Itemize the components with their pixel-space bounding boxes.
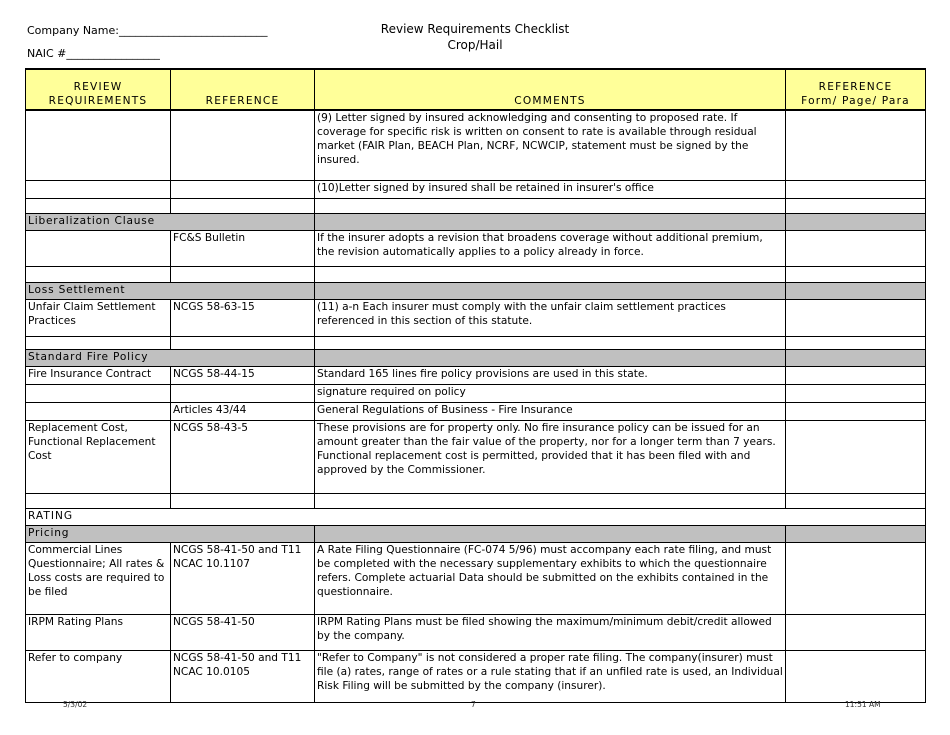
- reference-cell: FC&S Bulletin: [171, 230, 315, 266]
- comments-cell: (9) Letter signed by insured acknowledging and consenting to proposed rate. If coverage for specific risk is written on consent to rate is available through residual market (FAIR Plan, BEACH Plan, NCRF, NCWCIP, statement must be signed by the insured.: [315, 110, 786, 180]
- section-comments-cell: [315, 282, 786, 299]
- col-form-reference-header: [786, 69, 926, 110]
- naic-field: [27, 47, 160, 60]
- reference-cell: [171, 266, 315, 282]
- reference-cell: NCGS 58-63-15: [171, 299, 315, 336]
- review-requirement-cell: [26, 266, 171, 282]
- table-row: [26, 384, 926, 402]
- form-reference-cell: [786, 266, 926, 282]
- comments-cell: These provisions are for property only. No fire insurance policy can be issued for an amount greater than the fair value of the property, nor for a longer term than 7 years. Functional replacement cost is permitted, provided that it has been filed with and approved by the Commissioner.: [315, 420, 786, 493]
- reference-cell: NCGS 58-41-50 and T11 NCAC 10.1107: [171, 542, 315, 614]
- table-row: [26, 336, 926, 349]
- section-row: [26, 525, 926, 542]
- checklist-table: [25, 68, 926, 703]
- review-requirement-cell: Replacement Cost, Functional Replacement Cost: [26, 420, 171, 493]
- section-title: RATING: [26, 508, 926, 525]
- form-reference-cell: [786, 198, 926, 213]
- form-reference-cell: [786, 493, 926, 508]
- review-requirement-cell: [26, 384, 171, 402]
- reference-cell: NCGS 58-44-15: [171, 366, 315, 384]
- reference-cell: [171, 336, 315, 349]
- section-form-cell: [786, 349, 926, 366]
- review-requirement-cell: Fire Insurance Contract: [26, 366, 171, 384]
- review-requirement-cell: [26, 493, 171, 508]
- section-form-cell: [786, 525, 926, 542]
- review-requirement-cell: [26, 336, 171, 349]
- table-row: [26, 420, 926, 493]
- page-title: Review Requirements Checklist: [380, 22, 570, 36]
- reference-cell: [171, 384, 315, 402]
- col-review-header: REVIEW REQUIREMENTS: [26, 69, 171, 110]
- form-reference-cell: [786, 650, 926, 702]
- table-row: [26, 230, 926, 266]
- form-reference-cell: [786, 336, 926, 349]
- section-form-cell: [786, 282, 926, 299]
- company-name-line: ___________________________: [119, 24, 268, 37]
- review-requirement-cell: [26, 402, 171, 420]
- comments-cell: [315, 493, 786, 508]
- col-form-reference-line1: REFERENCE: [818, 81, 893, 93]
- section-form-cell: [786, 213, 926, 230]
- naic-label: NAIC #: [27, 47, 67, 60]
- review-requirement-cell: IRPM Rating Plans: [26, 614, 171, 650]
- table-row: [26, 299, 926, 336]
- comments-cell: If the insurer adopts a revision that broadens coverage without additional premium, the revision automatically applies to a policy already in force.: [315, 230, 786, 266]
- comments-cell: Standard 165 lines fire policy provisions are used in this state.: [315, 366, 786, 384]
- review-requirement-cell: [26, 230, 171, 266]
- table-row: [26, 110, 926, 180]
- form-reference-cell: [786, 402, 926, 420]
- reference-cell: [171, 198, 315, 213]
- review-requirement-cell: [26, 198, 171, 213]
- section-title: Pricing: [26, 525, 315, 542]
- reference-cell: NCGS 58-41-50: [171, 614, 315, 650]
- table-row: [26, 614, 926, 650]
- section-comments-cell: [315, 213, 786, 230]
- section-row: [26, 213, 926, 230]
- form-reference-cell: [786, 542, 926, 614]
- naic-line: _________________: [66, 47, 160, 60]
- form-reference-cell: [786, 420, 926, 493]
- form-reference-cell: [786, 230, 926, 266]
- header-row: [26, 69, 926, 110]
- form-reference-cell: [786, 299, 926, 336]
- review-requirement-cell: [26, 180, 171, 198]
- review-requirement-cell: Refer to company: [26, 650, 171, 702]
- section-title: Standard Fire Policy: [26, 349, 315, 366]
- comments-cell: "Refer to Company" is not considered a proper rate filing. The company(insurer) must file (a) rates, range of rates or a rule stating that if an unfiled rate is used, an Individual Risk Filing will be submitted by the company (insurer).: [315, 650, 786, 702]
- col-comments-header: COMMENTS: [315, 69, 786, 110]
- comments-cell: IRPM Rating Plans must be filed showing the maximum/minimum debit/credit allowed by the company.: [315, 614, 786, 650]
- comments-cell: (11) a-n Each insurer must comply with the unfair claim settlement practices referenced in this section of this statute.: [315, 299, 786, 336]
- comments-cell: General Regulations of Business - Fire Insurance: [315, 402, 786, 420]
- company-name-field: [27, 24, 268, 37]
- comments-cell: [315, 198, 786, 213]
- section-row: [26, 349, 926, 366]
- section-comments-cell: [315, 525, 786, 542]
- col-form-reference-line2: Form/ Page/ Para: [801, 95, 910, 107]
- section-title: Loss Settlement: [26, 282, 315, 299]
- section-comments-cell: [315, 349, 786, 366]
- form-reference-cell: [786, 110, 926, 180]
- table-row: [26, 266, 926, 282]
- comments-cell: signature required on policy: [315, 384, 786, 402]
- table-row: [26, 650, 926, 702]
- table-row: [26, 366, 926, 384]
- reference-cell: [171, 493, 315, 508]
- comments-cell: A Rate Filing Questionnaire (FC-074 5/96) must accompany each rate filing, and must be completed with the necessary supplementary exhibits to which the questionnaire refers. Complete actuarial Data should be submitted on the exhibits contained in the questionnaire.: [315, 542, 786, 614]
- company-name-label: Company Name:: [27, 24, 119, 37]
- form-reference-cell: [786, 614, 926, 650]
- review-requirement-cell: Commercial Lines Questionnaire; All rates & Loss costs are required to be filed: [26, 542, 171, 614]
- form-reference-cell: [786, 180, 926, 198]
- reference-cell: NCGS 58-41-50 and T11 NCAC 10.0105: [171, 650, 315, 702]
- col-reference-header: REFERENCE: [171, 69, 315, 110]
- footer-page-number: 7: [471, 700, 476, 709]
- comments-cell: [315, 266, 786, 282]
- form-reference-cell: [786, 384, 926, 402]
- heading-row: [26, 508, 926, 525]
- footer-date: 5/3/02: [63, 700, 88, 709]
- reference-cell: Articles 43/44: [171, 402, 315, 420]
- reference-cell: [171, 110, 315, 180]
- comments-cell: [315, 336, 786, 349]
- form-reference-cell: [786, 366, 926, 384]
- table-row: [26, 198, 926, 213]
- table-row: [26, 493, 926, 508]
- footer-time: 11:51 AM: [845, 700, 881, 709]
- reference-cell: NCGS 58-43-5: [171, 420, 315, 493]
- review-requirement-cell: [26, 110, 171, 180]
- reference-cell: [171, 180, 315, 198]
- table-row: [26, 180, 926, 198]
- table-row: [26, 542, 926, 614]
- section-row: [26, 282, 926, 299]
- table-row: [26, 402, 926, 420]
- section-title: Liberalization Clause: [26, 213, 315, 230]
- page-subtitle: Crop/Hail: [447, 38, 503, 52]
- comments-cell: (10)Letter signed by insured shall be retained in insurer's office: [315, 180, 786, 198]
- review-requirement-cell: Unfair Claim Settlement Practices: [26, 299, 171, 336]
